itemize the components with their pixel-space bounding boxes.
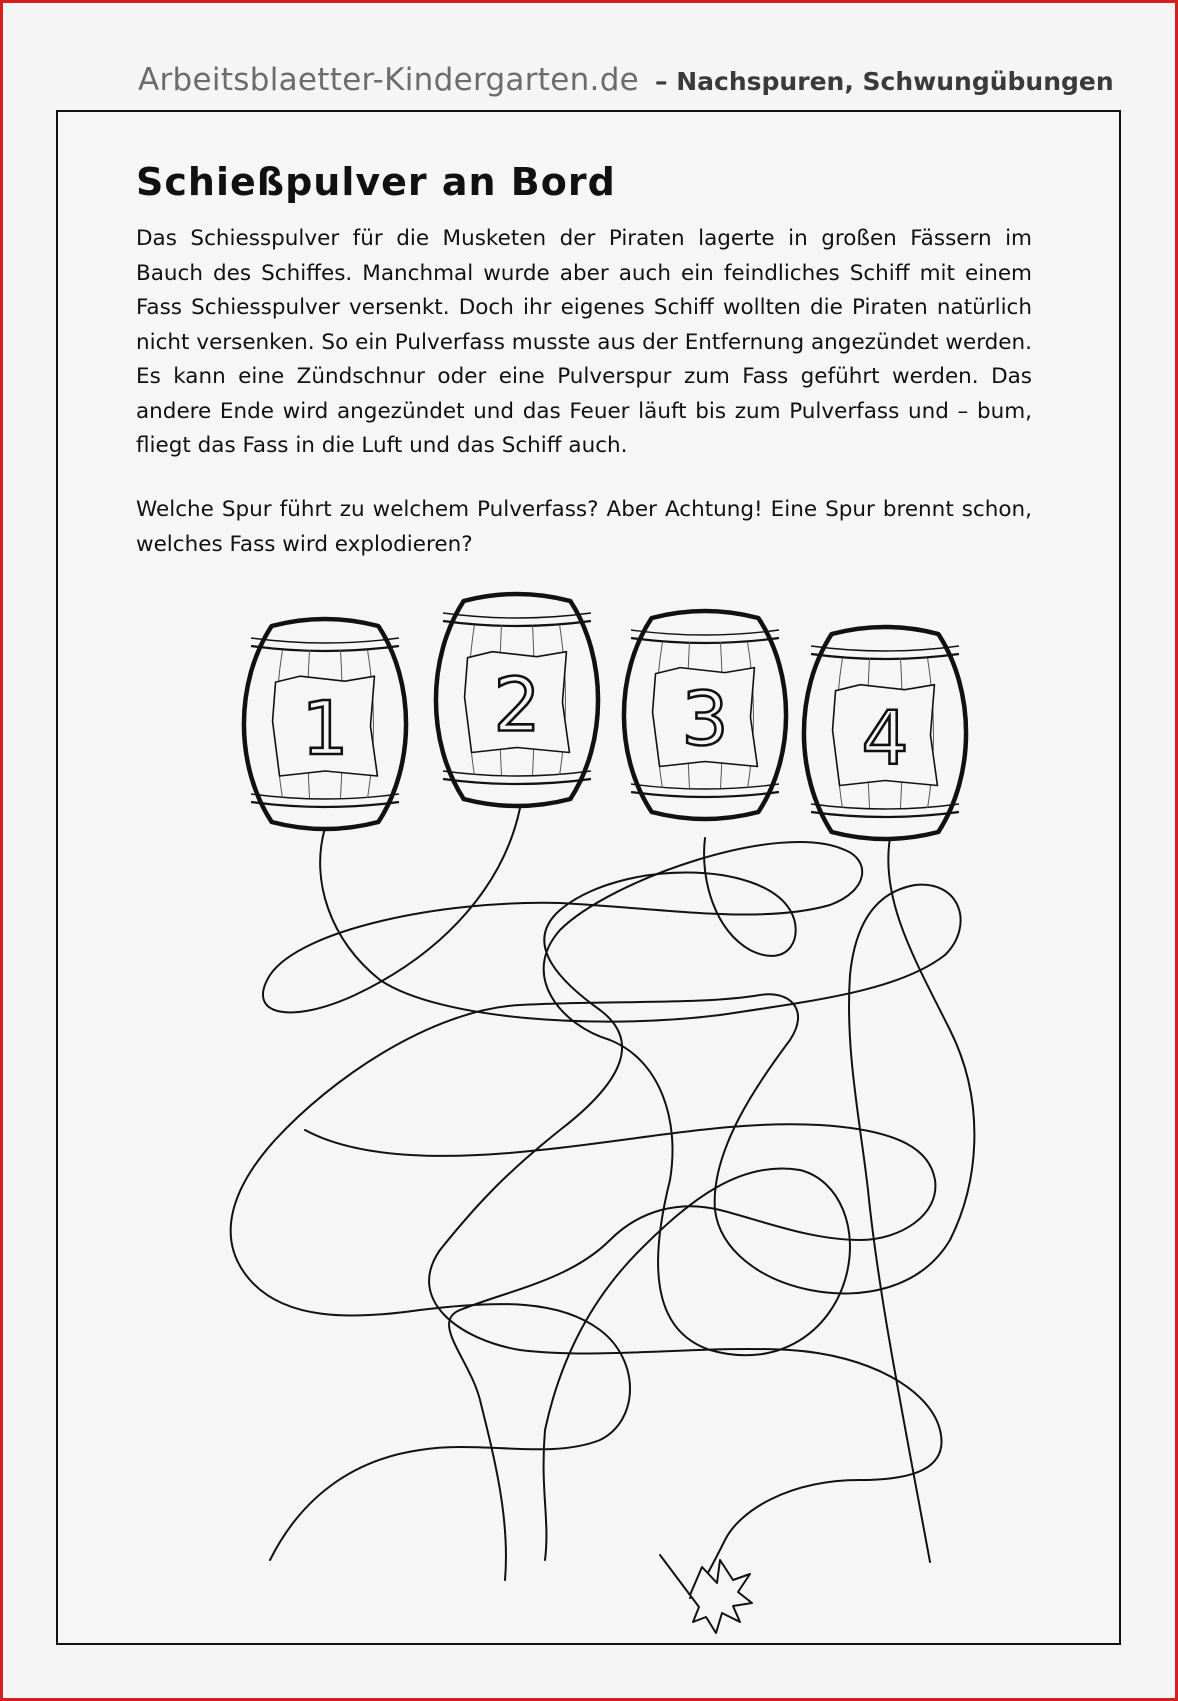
barrel-3 bbox=[624, 611, 786, 819]
intro-text: Das Schiesspulver für die Musketen der Piraten lagerte in großen Fässern im Bauch des Schiffes. Manchmal wurde aber auch ein feindliches Schiff mit einem Fass Schiesspulver versenkt. Doch ihr eigenes Schiff wollten die Piraten natürlich nicht versenken. So ein Pulverfass musste aus der Entfernung angezündet werden. Es kann eine Zündschnur oder eine Pulverspur zum Fass geführt werden. Das andere Ende wird angezündet und das Feuer läuft bis zum Pulverfass und – bum, fliegt das Fass in die Luft und das Schiff auch. bbox=[136, 226, 1032, 458]
trail-4 bbox=[231, 838, 975, 1560]
barrel-number: 1 bbox=[301, 686, 349, 773]
barrel-number: 2 bbox=[493, 662, 541, 749]
page-title: Schießpulver an Bord bbox=[136, 160, 616, 204]
site-subtitle: – Nachspuren, Schwungübungen bbox=[655, 67, 1114, 96]
site-name: Arbeitsblaetter-Kindergarten.de bbox=[138, 62, 640, 98]
spark-burst bbox=[660, 1555, 752, 1633]
barrel-2 bbox=[436, 594, 598, 806]
task-text: Welche Spur führt zu welchem Pulverfass? Aber Achtung! Eine Spur brennt schon, welches Fass wird explodieren? bbox=[136, 497, 1032, 557]
trail-lines bbox=[231, 808, 975, 1598]
burning-spark bbox=[660, 1555, 752, 1633]
barrel-4 bbox=[804, 627, 966, 839]
trail-2 bbox=[263, 808, 862, 1560]
barrels-group bbox=[244, 594, 966, 839]
barrel-number: 3 bbox=[681, 676, 729, 763]
trail-1 bbox=[320, 828, 960, 1562]
barrel-1 bbox=[244, 619, 406, 829]
barrel-number: 4 bbox=[861, 695, 909, 782]
trail-3 bbox=[429, 838, 941, 1598]
